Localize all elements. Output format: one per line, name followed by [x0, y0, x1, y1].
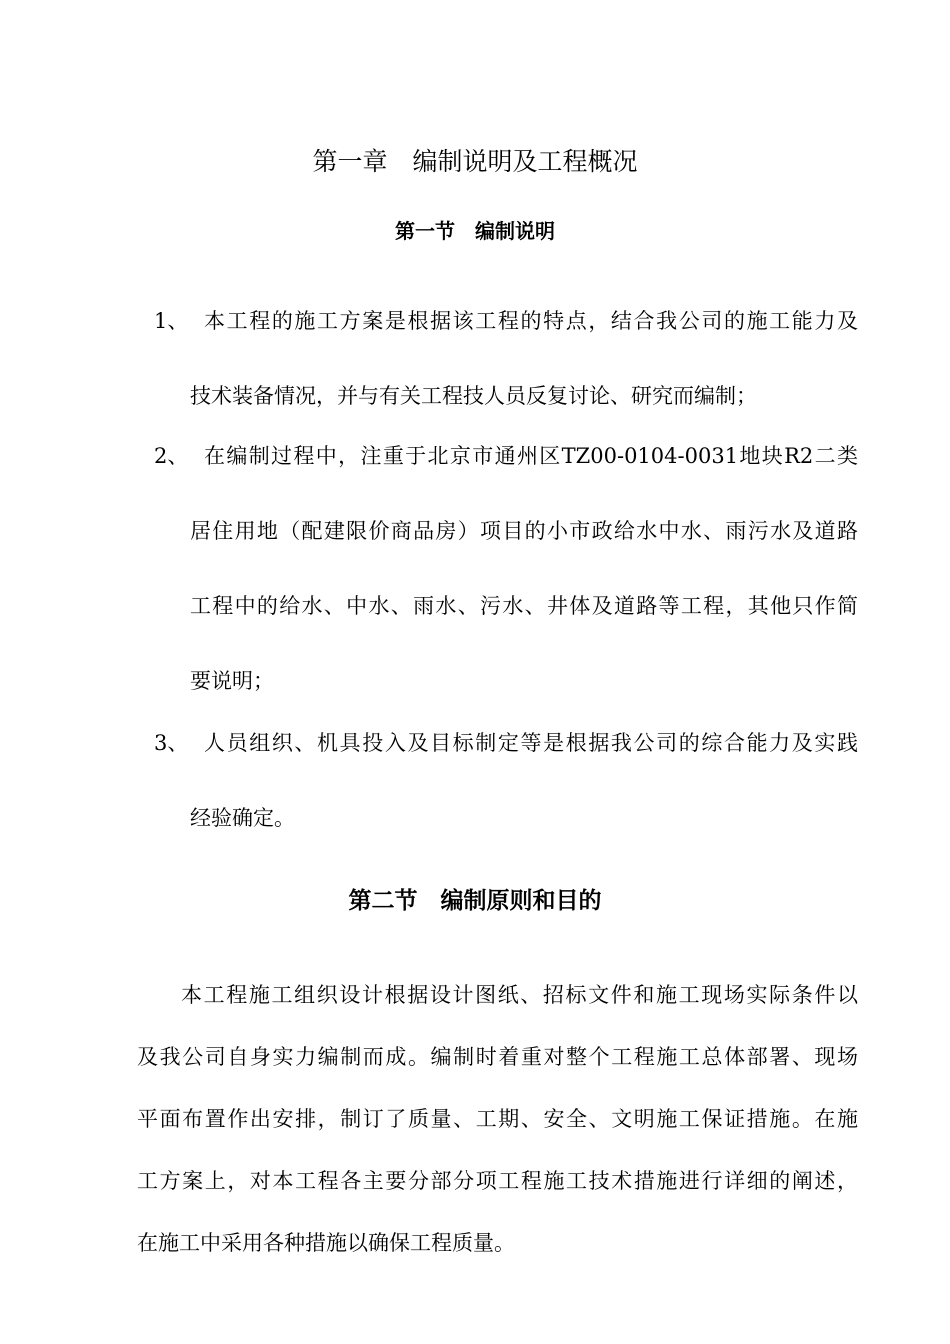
list-item-line: 在编制过程中，注重于北京市通州区TZ00-0104-0031地块R2二类: [204, 444, 858, 468]
list-item-line: 工程中的给水、中水、雨水、污水、井体及道路等工程，其他只作简: [190, 594, 858, 618]
list-item-number: 2、: [154, 444, 189, 468]
section-1-title: 第一节 编制说明: [395, 219, 555, 243]
list-item-line: 要说明；: [190, 669, 274, 693]
list-item-line: 本工程的施工方案是根据该工程的特点，结合我公司的施工能力及: [204, 309, 858, 333]
paragraph-line: 工方案上，对本工程各主要分部分项工程施工技术措施进行详细的阐述，: [137, 1169, 858, 1193]
paragraph-line: 平面布置作出安排，制订了质量、工期、安全、文明施工保证措施。在施: [137, 1107, 858, 1131]
paragraph-line: 本工程施工组织设计根据设计图纸、招标文件和施工现场实际条件以: [181, 983, 858, 1007]
list-item-number: 1、: [154, 309, 189, 333]
list-item-number: 3、: [154, 731, 189, 755]
list-item-line: 技术装备情况，并与有关工程技人员反复讨论、研究而编制；: [190, 384, 757, 408]
list-item-line: 人员组织、机具投入及目标制定等是根据我公司的综合能力及实践: [204, 731, 858, 755]
list-item-line: 经验确定。: [190, 806, 295, 830]
chapter-title: 第一章 编制说明及工程概况: [312, 147, 638, 176]
paragraph-line: 在施工中采用各种措施以确保工程质量。: [137, 1231, 515, 1255]
paragraph-line: 及我公司自身实力编制而成。编制时着重对整个工程施工总体部署、现场: [137, 1045, 858, 1069]
section-2-title: 第二节 编制原则和目的: [348, 888, 602, 914]
list-item-line: 居住用地（配建限价商品房）项目的小市政给水中水、雨污水及道路: [190, 519, 858, 543]
